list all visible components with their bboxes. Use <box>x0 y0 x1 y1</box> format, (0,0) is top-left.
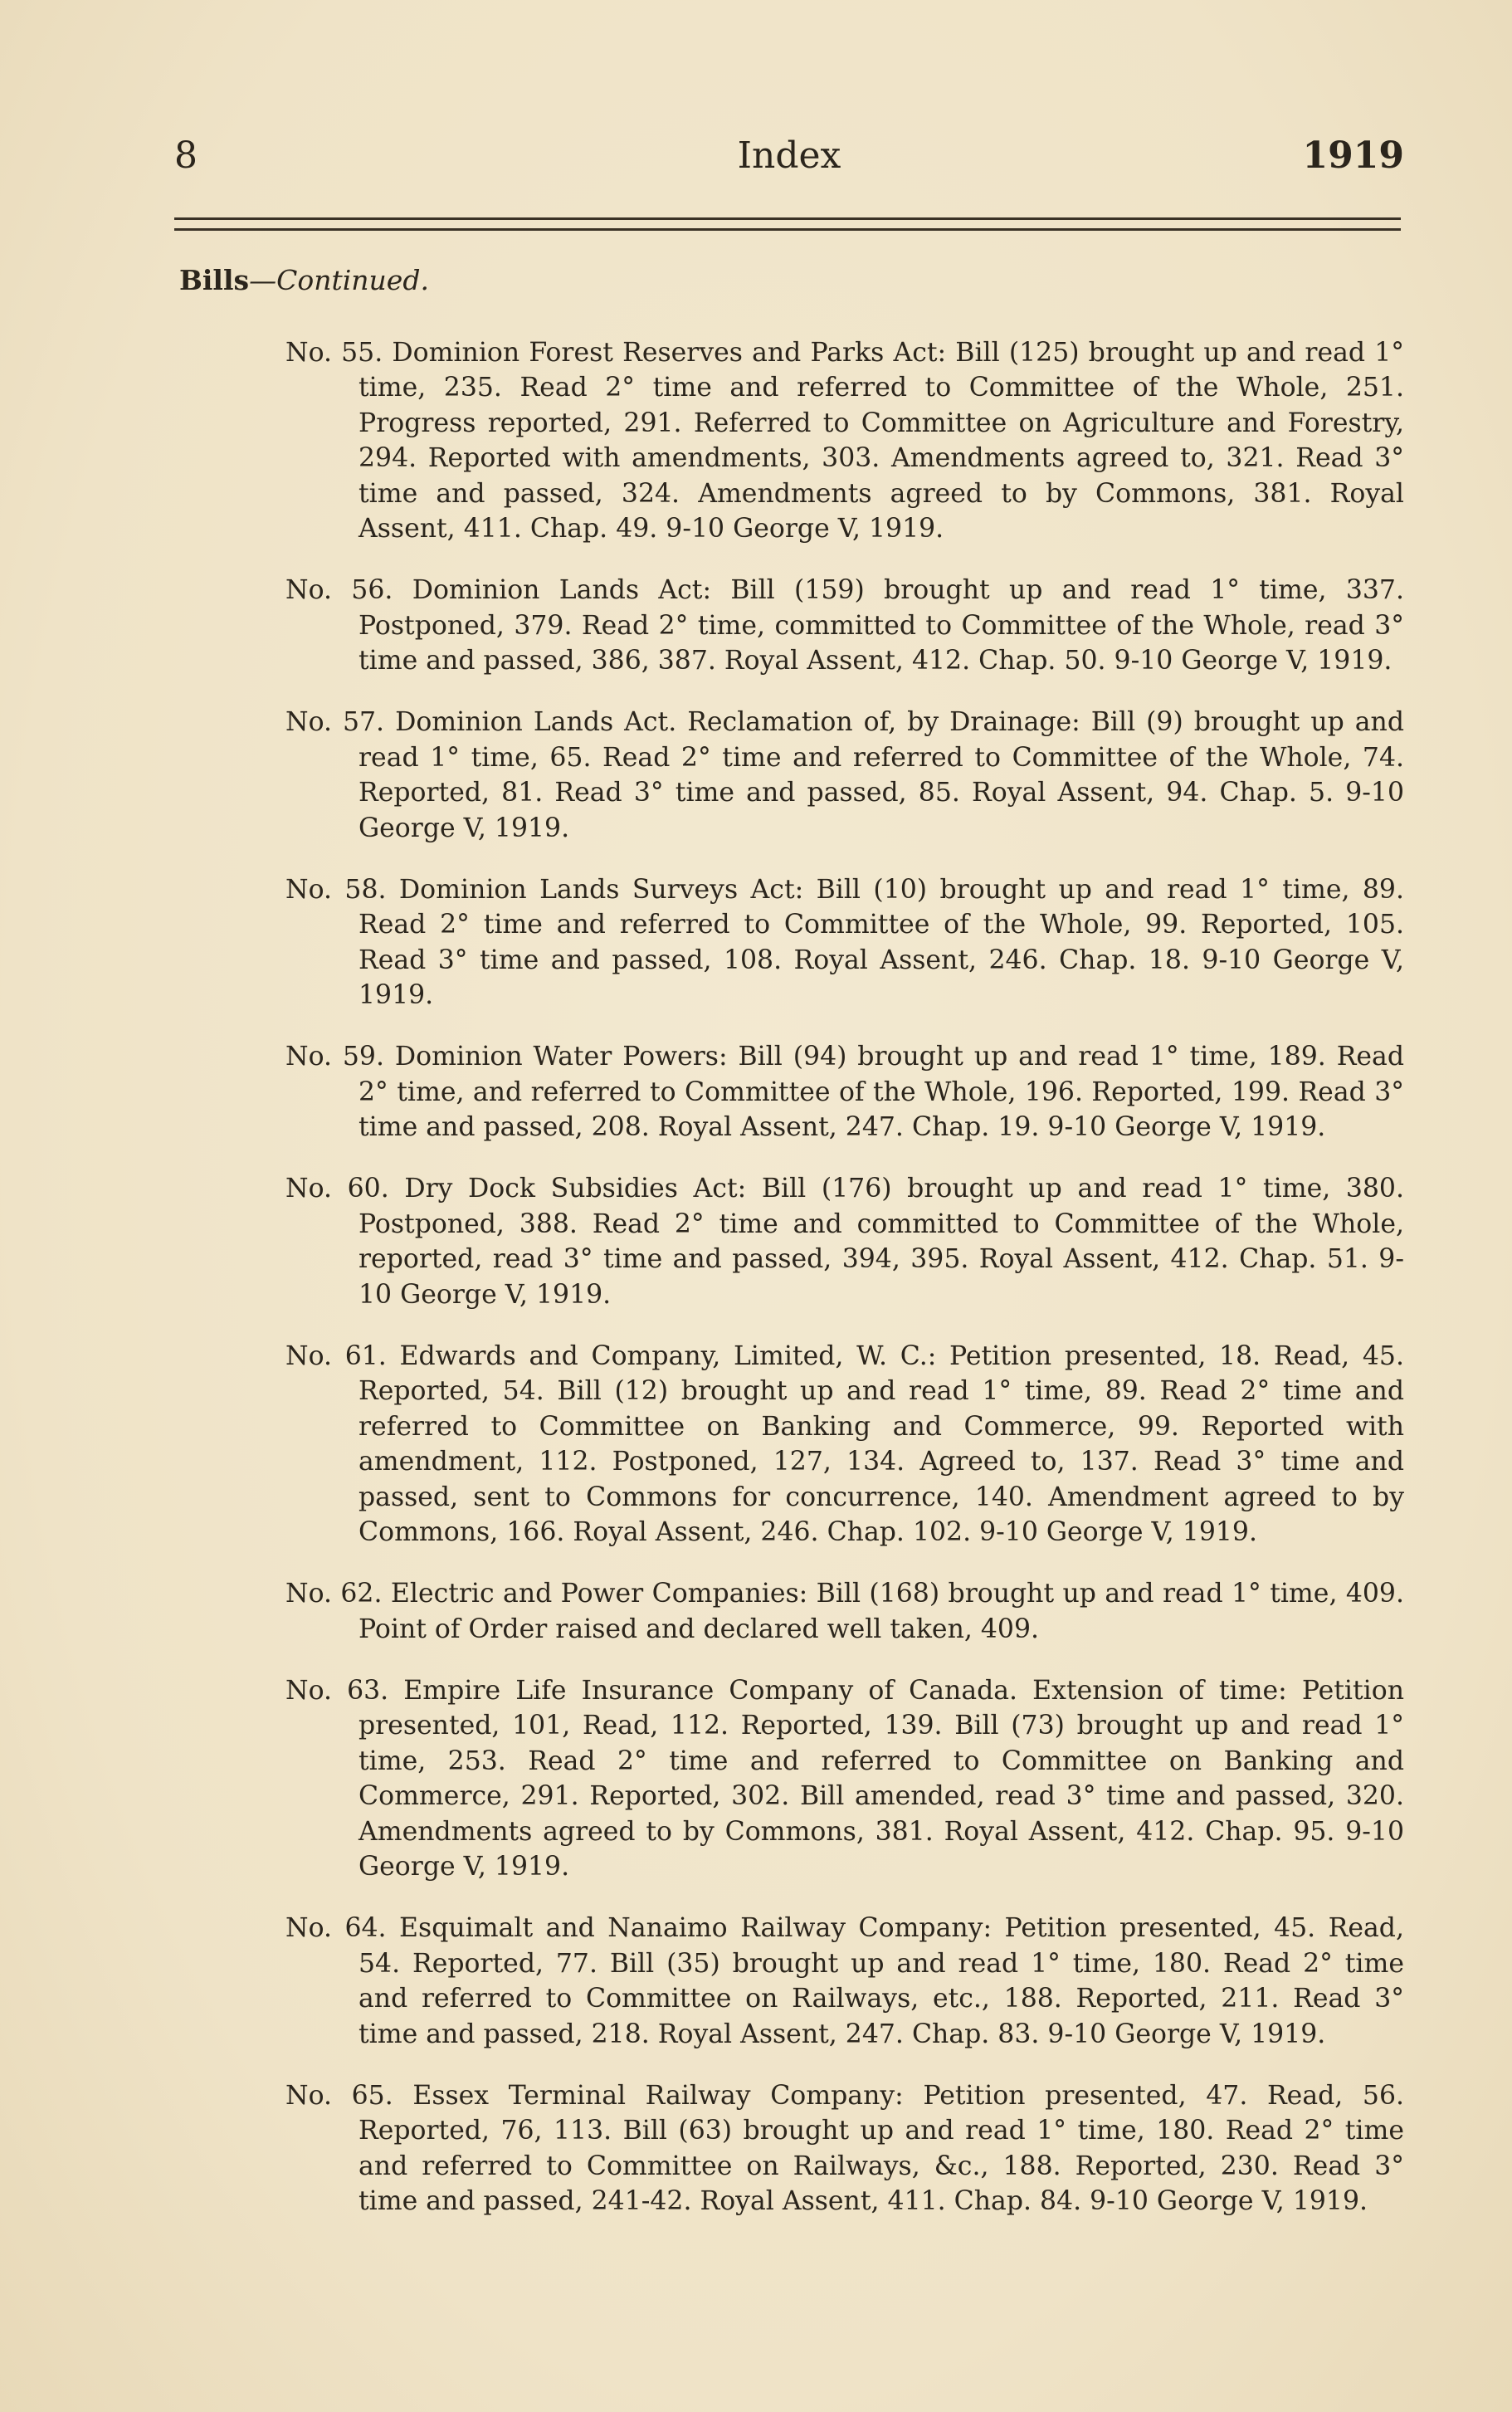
index-entry: No. 65. Essex Terminal Railway Company: Petition presented, 47. Read, 56. Reported, 76, 113. Bill (63) brought up and read 1° time, 180. Read 2° time and referred to Committee on Railways, &c., 188. Reported, 230. Read 3° time and passed, 241-42. Royal Assent, 411. Chap. 84. 9-10 George V, 1919. <box>285 2080 1404 2216</box>
index-entry: No. 62. Electric and Power Companies: Bill (168) brought up and read 1° time, 409. Point of Order raised and declared well taken, 409. <box>285 1579 1404 1644</box>
index-entry: No. 56. Dominion Lands Act: Bill (159) brought up and read 1° time, 337. Postponed, 379. Read 2° time, committed to Committee of the Whole, read 3° time and passed, 386, 387. Royal Assent, 412. Chap. 50. 9-10 George V, 1919. <box>285 575 1404 676</box>
index-entry: No. 58. Dominion Lands Surveys Act: Bill (10) brought up and read 1° time, 89. Read 2° time and referred to Committee of the Whole, 99. Reported, 105. Read 3° time and passed, 108. Royal Assent, 246. Chap. 18. 9-10 George V, 1919. <box>285 874 1404 1010</box>
index-entry: No. 63. Empire Life Insurance Company of Canada. Extension of time: Petition presented, 101, Read, 112. Reported, 139. Bill (73) brought up and read 1° time, 253. Read 2° time and referred to Committee on Banking and Commerce, 291. Reported, 302. Bill amended, read 3° time and passed, 320. Amendments agreed to by Commons, 381. Royal Assent, 412. Chap. 95. 9-10 George V, 1919. <box>285 1675 1404 1882</box>
page-header <box>174 131 1404 189</box>
index-entry: No. 64. Esquimalt and Nanaimo Railway Company: Petition presented, 45. Read, 54. Reported, 77. Bill (35) brought up and read 1° time, 180. Read 2° time and referred to Committee on Railways, etc., 188. Reported, 211. Read 3° time and passed, 218. Royal Assent, 247. Chap. 83. 9-10 George V, 1919. <box>285 1913 1404 2049</box>
index-entry: No. 60. Dry Dock Subsidies Act: Bill (176) brought up and read 1° time, 380. Postponed, 388. Read 2° time and committed to Committee of the Whole, reported, read 3° time and passed, 394, 395. Royal Assent, 412. Chap. 51. 9-10 George V, 1919. <box>285 1174 1404 1310</box>
index-entries <box>285 309 1404 2227</box>
page-year: 1919 <box>1302 134 1404 177</box>
index-entry: No. 61. Edwards and Company, Limited, W. C.: Petition presented, 18. Read, 45. Reported, 54. Bill (12) brought up and read 1° time, 89. Read 2° time and referred to Committee on Banking and Commerce, 99. Reported with amendment, 112. Postponed, 127, 134. Agreed to, 137. Read 3° time and passed, sent to Commons for concurrence, 140. Amendment agreed to by Commons, 166. Royal Assent, 246. Chap. 102. 9-10 George V, 1919. <box>285 1340 1404 1547</box>
section-heading-suffix: —Continued. <box>249 264 429 296</box>
header-double-rule <box>174 217 1401 231</box>
page-number: 8 <box>174 134 198 177</box>
index-entry: No. 59. Dominion Water Powers: Bill (94) brought up and read 1° time, 189. Read 2° time, and referred to Committee of the Whole, 196. Reported, 199. Read 3° time and passed, 208. Royal Assent, 247. Chap. 19. 9-10 George V, 1919. <box>285 1042 1404 1142</box>
index-entry: No. 57. Dominion Lands Act. Reclamation of, by Drainage: Bill (9) brought up and read 1° time, 65. Read 2° time and referred to Committee of the Whole, 74. Reported, 81. Read 3° time and passed, 85. Royal Assent, 94. Chap. 5. 9-10 George V, 1919. <box>285 707 1404 843</box>
running-title: Index <box>737 134 841 177</box>
index-entry: No. 55. Dominion Forest Reserves and Parks Act: Bill (125) brought up and read 1° time, 235. Read 2° time and referred to Committee of the Whole, 251. Progress reported, 291. Referred to Committee on Agriculture and Forestry, 294. Reported with amendments, 303. Amendments agreed to, 321. Read 3° time and passed, 324. Amendments agreed to by Commons, 381. Royal Assent, 411. Chap. 49. 9-10 George V, 1919. <box>285 337 1404 544</box>
section-heading <box>179 263 429 298</box>
section-heading-title: Bills <box>179 264 250 296</box>
